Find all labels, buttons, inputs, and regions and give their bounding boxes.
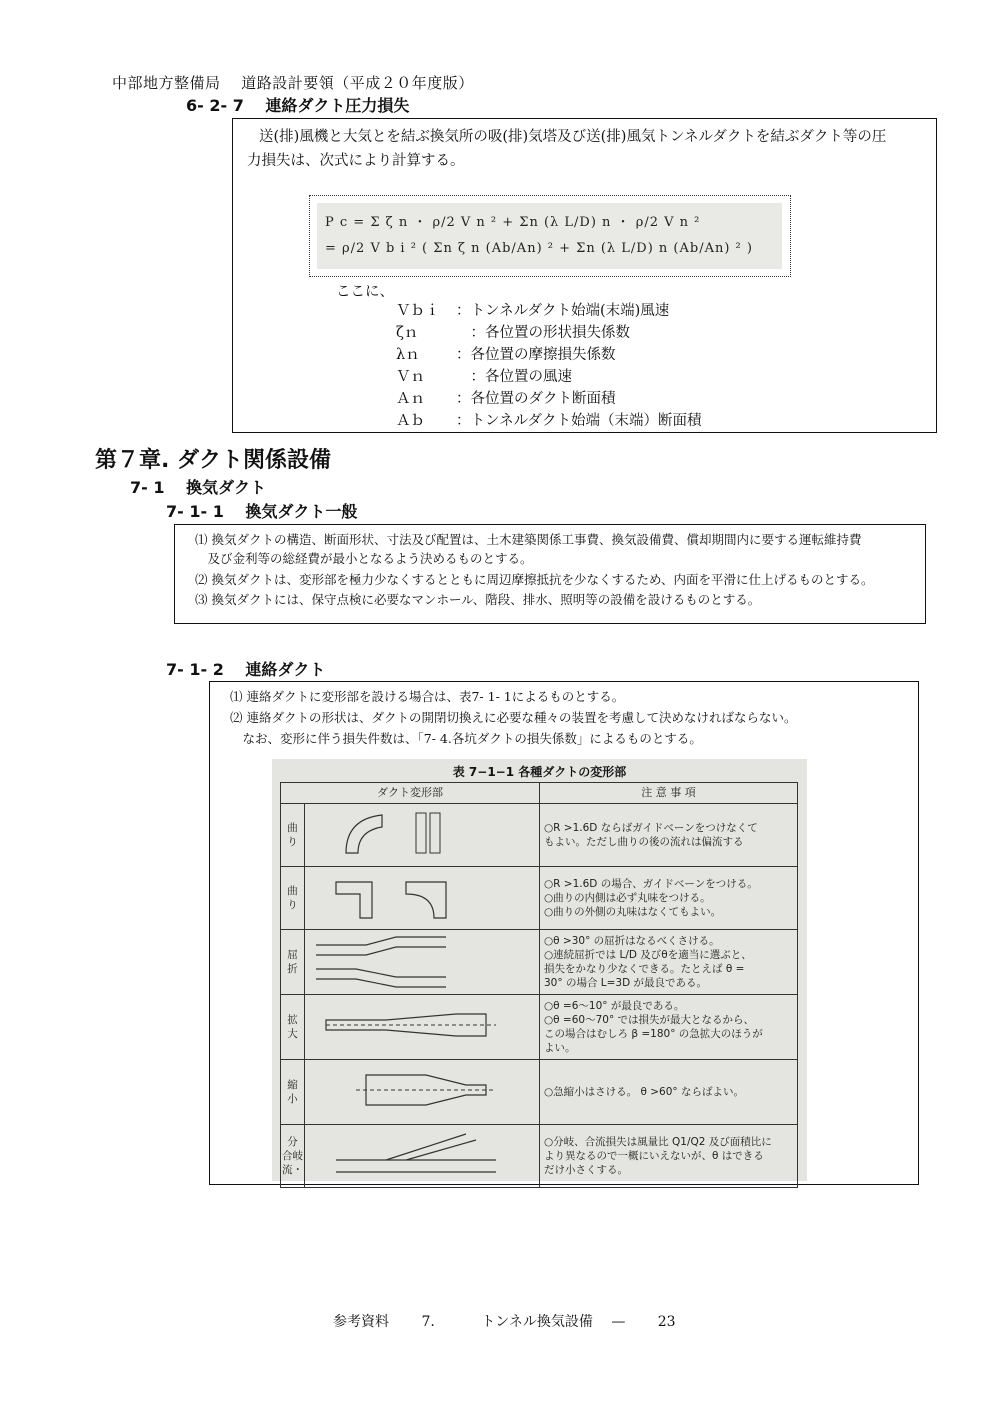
duct-deformation-table-image [272,759,807,1181]
row-category [281,1125,305,1188]
box2-line3: ⑵ 換気ダクトは、変形部を極力少なくするとともに周辺摩擦抵抗を少なくするため、内面を平滑に仕上げるものとする。 [195,572,874,587]
page-header: 中部地方整備局 道路設計要領（平成２０年度版） [112,74,474,92]
row-note [540,1060,798,1125]
row-category [281,804,305,867]
row-note [540,867,798,930]
row-figure [305,1125,540,1188]
offset-figure [306,931,536,989]
bend-guide-vane-figure [306,868,536,924]
table-row [281,804,798,867]
def-zeta [396,321,630,342]
section-7-1-2-title: 7- 1- 2 連絡ダクト [166,660,326,679]
def-symbol: Ａｎ [396,391,425,407]
def-text: ：各位置の風速 [456,369,572,385]
note-text: ○急縮小はさける。 θ >60° ならばよい。 [544,1086,745,1098]
footer-ref: 参考資料 [333,1314,389,1330]
section-6-2-7-title: 6- 2- 7 連絡ダクト圧力損失 [186,96,410,115]
row-note [540,930,798,995]
branch-merge-figure [306,1126,536,1182]
row-note [540,804,798,867]
duct-deformation-table [280,782,798,1188]
def-text: ：トンネルダクト始端（末端）断面積 [456,413,702,429]
row-figure [305,804,540,867]
row-figure [305,867,540,930]
box3-line1: ⑴ 連絡ダクトに変形部を設ける場合は、表7- 1- 1によるものとする。 [230,689,625,704]
def-vbi [396,299,669,320]
note-text: ○分岐、合流損失は風量比 Q1/Q2 及び面積比に より異なるので一概にいえないが、θ はできる だけ小さくする。 [544,1136,772,1176]
row-category [281,995,305,1060]
row-figure [305,930,540,995]
box3-line2: ⑵ 連絡ダクトの形状は、ダクトの開閉切換えに必要な種々の装置を考慮して決めなければならない。 [230,710,797,725]
footer-dash: — [611,1314,626,1330]
ventilation-duct-general-box [174,524,926,624]
section-7-1-title: 7- 1 換気ダクト [130,478,267,497]
def-text: ：トンネルダクト始端(末端)風速 [456,303,670,319]
row-category [281,867,305,930]
bend-figure [306,805,536,861]
def-vn [396,365,572,386]
box1-line1: 送(排)風機と大気とを結ぶ換気所の吸(排)気塔及び送(排)風気トンネルダクトを結ぶダクト等の圧 [259,129,887,145]
expansion-figure [306,996,536,1054]
note-text: ○R >1.6D ならばガイドベーンをつけなくて もよい。ただし曲りの後の流れは偏流する [544,822,758,848]
footer-title: トンネル換気設備 [481,1314,593,1330]
def-text: ：各位置の摩擦損失係数 [456,347,616,363]
box2-line4: ⑶ 換気ダクトには、保守点検に必要なマンホール、階段、排水、照明等の設備を設けるものとする。 [195,592,761,607]
def-text: ：各位置のダクト断面積 [456,391,616,407]
col-header-notes: 注 意 事 項 [540,783,798,804]
row-figure [305,995,540,1060]
def-symbol: Ｖｎ [396,369,425,385]
contraction-figure [306,1061,536,1119]
table-row [281,930,798,995]
def-an [396,387,616,408]
note-text: ○θ =6〜10° が最良である。 ○θ =60〜70° では損失が最大となるから、 この場合はむしろ β =180° の急拡大のほうが よい。 [544,1000,763,1054]
table-header-row [281,783,798,804]
row-figure [305,1060,540,1125]
row-category [281,930,305,995]
footer-chapter: 7. [421,1314,435,1330]
def-symbol: Ａｂ [396,413,425,429]
formula-line1: P c = Σ ζ n ・ ρ/2 V n ² + Σn (λ L/D) n ・ ρ/2 V n ² [325,215,701,230]
table-row [281,995,798,1060]
formula-frame [309,195,791,277]
chapter-title: 第７章. ダクト関係設備 [95,448,332,473]
def-ab [396,409,701,430]
formula-line2: = ρ/2 V b i ² ( Σn ζ n (Ab/An) ² + Σn (λ L/D) n (Ab/An) ² ) [325,241,753,256]
box3-line3: なお、変形に伴う損失件数は、「7- 4.各坑ダクトの損失係数」によるものとする。 [230,731,702,746]
table-row [281,867,798,930]
col-header-duct: ダクト変形部 [281,783,540,804]
row-note [540,995,798,1060]
footer-page-number: 23 [657,1314,676,1330]
category-label: 曲 り [287,822,298,848]
box2-line1: ⑴ 換気ダクトの構造、断面形状、寸法及び配置は、土木建築関係工事費、換気設備費、償却期間内に要する運転維持費 [195,532,862,547]
note-text: ○θ >30° の屈折はなるべくさける。 ○連続屈折では L/D 及びθを適当に選ぶと、 損失をかなり少なくできる。たとえば θ = 30° の場合 L=3D が最良である。 [544,935,752,989]
category-label: 拡 大 [287,1014,298,1040]
def-text: ：各位置の形状損失係数 [456,325,630,341]
row-note [540,1125,798,1188]
row-category [281,1060,305,1125]
category-label: 屈 折 [287,949,298,975]
category-label: 縮 小 [287,1079,298,1105]
section-7-1-1-title: 7- 1- 1 換気ダクト一般 [166,502,358,521]
formula-image [317,203,782,269]
category-label: 曲 り [287,885,298,911]
category-label: 分 合岐 流・ [282,1136,303,1176]
table-row [281,1125,798,1188]
page-footer [333,1311,676,1331]
box2-line2: 及び金利等の総経費が最小となるよう決めるものとする。 [195,551,533,566]
table-row [281,1060,798,1125]
table-title: 表 7−1−1 各種ダクトの変形部 [452,765,627,779]
def-symbol: λｎ [396,347,420,363]
note-text: ○R >1.6D の場合、ガイドベーンをつける。 ○曲りの内側は必ず丸味をつける。 ○曲りの外側の丸味はなくてもよい。 [544,878,758,918]
def-symbol: ζｎ [396,325,419,341]
def-lambda [396,343,616,364]
box1-line2: 力損失は、次式により計算する。 [247,153,465,169]
def-symbol: Ｖｂｉ [396,303,440,319]
where-label: ここに、 [336,284,394,300]
